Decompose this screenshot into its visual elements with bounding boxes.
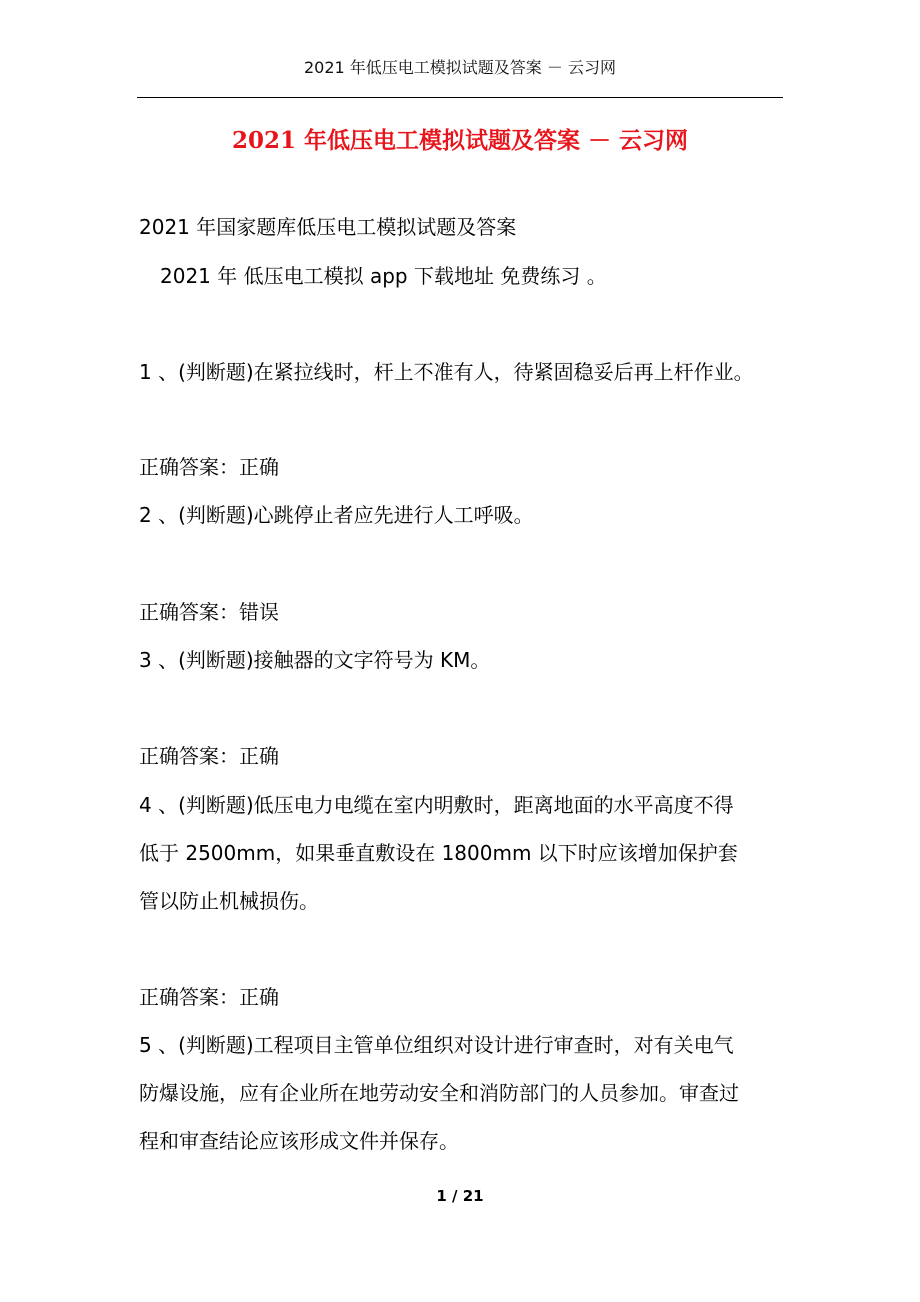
document-title: 2021 年低压电工模拟试题及答案 － 云习网 xyxy=(231,127,689,154)
question-5-text-line-2: 防爆设施，应有企业所在地劳动安全和消防部门的人员参加。审查过 xyxy=(139,1081,739,1105)
question-1-text: 1 、(判断题)在紧拉线时，杆上不准有人，待紧固稳妥后再上杆作业。 xyxy=(139,360,754,384)
question-5-text-line-1: 5 、(判断题)工程项目主管单位组织对设计进行审查时，对有关电气 xyxy=(139,1033,734,1057)
question-3-answer: 正确答案：正确 xyxy=(139,744,279,768)
question-3-text: 3 、(判断题)接触器的文字符号为 KM。 xyxy=(139,648,491,672)
question-1-answer: 正确答案：正确 xyxy=(139,455,279,479)
question-4-answer: 正确答案：正确 xyxy=(139,985,279,1009)
download-note: 2021 年 低压电工模拟 app 下载地址 免费练习 。 xyxy=(160,264,607,288)
document-subtitle: 2021 年国家题库低压电工模拟试题及答案 xyxy=(139,215,517,239)
question-2-answer: 正确答案：错误 xyxy=(139,600,279,624)
question-2-text: 2 、(判断题)心跳停止者应先进行人工呼吸。 xyxy=(139,503,534,527)
question-4-text-line-2: 低于 2500mm，如果垂直敷设在 1800mm 以下时应该增加保护套 xyxy=(139,841,738,865)
page-number: 1 / 21 xyxy=(436,1187,484,1205)
question-4-text-line-3: 管以防止机械损伤。 xyxy=(139,889,319,913)
question-4-text-line-1: 4 、(判断题)低压电力电缆在室内明敷时，距离地面的水平高度不得 xyxy=(139,793,734,817)
header-divider xyxy=(137,97,783,98)
running-header: 2021 年低压电工模拟试题及答案 － 云习网 xyxy=(304,58,616,77)
question-5-text-line-3: 程和审查结论应该形成文件并保存。 xyxy=(139,1129,459,1153)
